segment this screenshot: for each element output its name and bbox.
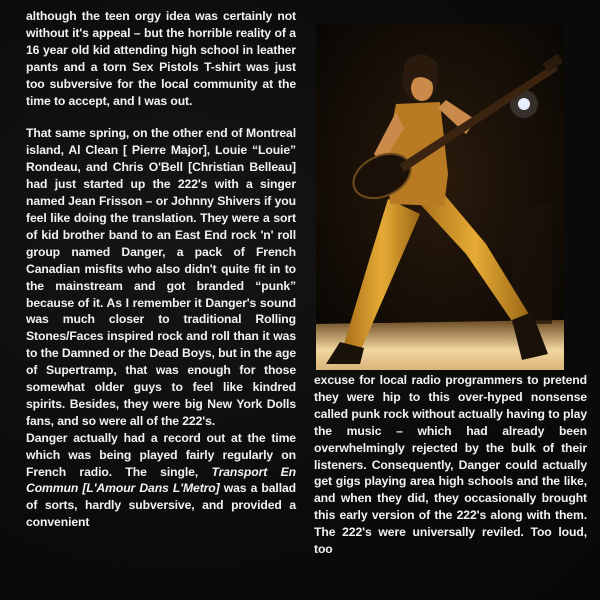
concert-photo [316,24,564,370]
single-title: Transport En Commun [L'Amour Dans L'Metro] [26,464,296,496]
guitarist-illustration [316,24,564,370]
paragraph-3 [26,430,296,531]
paragraph-3-text-b: was a ballad of sorts, hardly subversive, and provided a convenient [26,481,297,530]
right-text-column [314,372,587,558]
paragraph-4: excuse for local radio programmers to pretend they were hip to this over-hyped nonsense called punk rock without actually having to play the music – which had already been overwhelmingly rejected by the bulk of their listeners. Consequently, Danger could actually get gigs playing area high schools and the like, and when they did, they occasionally brought this early version of the 222's along with them. The 222's were universally reviled. Too loud, too [314,373,587,557]
paragraph-2: That same spring, on the other end of Montreal island, Al Clean [ Pierre Major], Louie “Louie” Rondeau, and Chris O'Bell [Christian Belleau] had just started up the 222's with a singer named Jean Frisson – or Johnny Shivers if you feel like doing the translation. They were a sort of kid brother band to an East End rock 'n' roll group named Danger, a pack of French Canadian misfits who also didn't quite fit in to the mainstream and got branded “punk” because of it. As I remember it Danger's sound was much closer to traditional Rolling Stones/Faces inspired rock and roll than it was to the Damned or the Dead Boys, but in the age of Supertramp, that was enough for those somewhat older guys to feel like kindred spirits. Besides, they were big New York Dolls fans, and so were all of the 222's. [26,126,296,428]
paragraph-1: although the teen orgy idea was certainly not without it's appeal – but the horrible reality of a 16 year old kid attending high school in leather pants and a torn Sex Pistols T-shirt was just too subversive for the local community at the time to accept, and I was out. [26,9,296,108]
left-text-column [26,8,296,531]
paragraph-3-text-a: Danger actually had a record out at the time which was being played fairly regularly on French radio. The single, [26,430,296,479]
